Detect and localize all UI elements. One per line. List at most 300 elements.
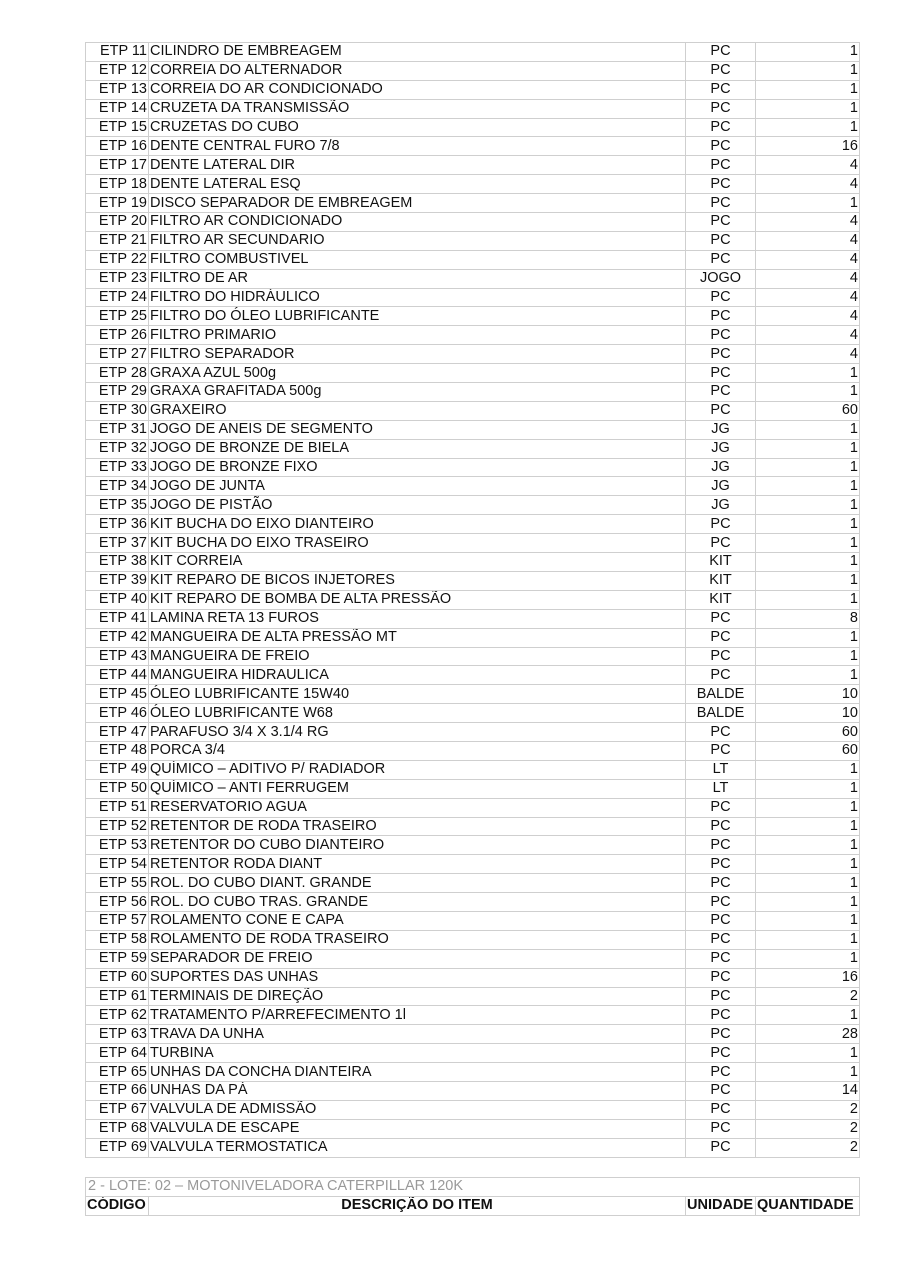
item-code: ETP 64	[86, 1044, 149, 1063]
item-description: KIT CORREIA	[149, 553, 686, 572]
table-row	[86, 477, 860, 496]
table-row	[86, 1081, 860, 1100]
item-code: ETP 37	[86, 534, 149, 553]
items-table-container	[85, 42, 859, 1158]
item-quantity: 4	[756, 269, 860, 288]
item-unit: LT	[686, 779, 756, 798]
item-quantity: 4	[756, 307, 860, 326]
item-code: ETP 50	[86, 779, 149, 798]
item-unit: KIT	[686, 553, 756, 572]
item-quantity: 1	[756, 1044, 860, 1063]
table-row	[86, 1119, 860, 1138]
item-unit: PC	[686, 930, 756, 949]
item-description: CRUZETA DA TRANSMISSÃO	[149, 99, 686, 118]
item-description: SEPARADOR DE FREIO	[149, 949, 686, 968]
item-quantity: 4	[756, 288, 860, 307]
item-code: ETP 11	[86, 43, 149, 62]
item-code: ETP 34	[86, 477, 149, 496]
item-description: UNHAS DA CONCHA DIANTEIRA	[149, 1063, 686, 1082]
item-description: RESERVATORIO AGUA	[149, 798, 686, 817]
table-row	[86, 156, 860, 175]
item-quantity: 1	[756, 458, 860, 477]
item-unit: JG	[686, 439, 756, 458]
item-unit: JG	[686, 496, 756, 515]
item-description: PARAFUSO 3/4 X 3.1/4 RG	[149, 723, 686, 742]
item-quantity: 1	[756, 553, 860, 572]
item-description: ROLAMENTO CONE E CAPA	[149, 911, 686, 930]
item-quantity: 1	[756, 194, 860, 213]
item-unit: PC	[686, 307, 756, 326]
item-quantity: 1	[756, 534, 860, 553]
item-description: GRAXA GRAFITADA 500g	[149, 383, 686, 402]
item-unit: PC	[686, 1006, 756, 1025]
table-row	[86, 571, 860, 590]
item-code: ETP 26	[86, 326, 149, 345]
item-description: JOGO DE PISTÃO	[149, 496, 686, 515]
item-unit: PC	[686, 855, 756, 874]
item-unit: PC	[686, 231, 756, 250]
item-unit: PC	[686, 836, 756, 855]
item-unit: PC	[686, 43, 756, 62]
item-quantity: 4	[756, 175, 860, 194]
item-description: GRAXEIRO	[149, 401, 686, 420]
item-quantity: 1	[756, 80, 860, 99]
item-unit: PC	[686, 80, 756, 99]
item-description: FILTRO DO HIDRÁULICO	[149, 288, 686, 307]
item-quantity: 1	[756, 628, 860, 647]
table-row	[86, 61, 860, 80]
item-quantity: 10	[756, 704, 860, 723]
table-row	[86, 1025, 860, 1044]
table-row	[86, 250, 860, 269]
table-row	[86, 987, 860, 1006]
item-description: PORCA 3/4	[149, 741, 686, 760]
item-code: ETP 59	[86, 949, 149, 968]
item-code: ETP 20	[86, 213, 149, 232]
item-quantity: 4	[756, 345, 860, 364]
table-row	[86, 1006, 860, 1025]
table-row	[86, 80, 860, 99]
item-unit: PC	[686, 949, 756, 968]
item-description: ÓLEO LUBRIFICANTE W68	[149, 704, 686, 723]
item-quantity: 4	[756, 156, 860, 175]
table-row	[86, 949, 860, 968]
item-code: ETP 43	[86, 647, 149, 666]
item-quantity: 1	[756, 571, 860, 590]
item-description: FILTRO PRIMARIO	[149, 326, 686, 345]
item-description: JOGO DE ANEIS DE SEGMENTO	[149, 420, 686, 439]
table-row	[86, 269, 860, 288]
item-code: ETP 25	[86, 307, 149, 326]
item-unit: PC	[686, 723, 756, 742]
item-unit: PC	[686, 288, 756, 307]
item-description: TERMINAIS DE DIREÇÃO	[149, 987, 686, 1006]
item-unit: PC	[686, 666, 756, 685]
table-row	[86, 666, 860, 685]
item-quantity: 1	[756, 855, 860, 874]
item-description: ÓLEO LUBRIFICANTE 15W40	[149, 685, 686, 704]
item-code: ETP 66	[86, 1081, 149, 1100]
table-row	[86, 628, 860, 647]
item-quantity: 10	[756, 685, 860, 704]
item-unit: PC	[686, 250, 756, 269]
column-header-row	[86, 1196, 860, 1215]
table-row	[86, 307, 860, 326]
item-code: ETP 24	[86, 288, 149, 307]
table-row	[86, 43, 860, 62]
item-unit: PC	[686, 628, 756, 647]
item-quantity: 1	[756, 760, 860, 779]
item-code: ETP 36	[86, 515, 149, 534]
item-quantity: 16	[756, 968, 860, 987]
item-quantity: 1	[756, 118, 860, 137]
table-row	[86, 401, 860, 420]
table-row	[86, 326, 860, 345]
lot-title-row	[86, 1178, 860, 1197]
table-row	[86, 836, 860, 855]
item-description: DENTE LATERAL ESQ	[149, 175, 686, 194]
table-row	[86, 1044, 860, 1063]
item-code: ETP 21	[86, 231, 149, 250]
item-description: CILINDRO DE EMBREAGEM	[149, 43, 686, 62]
item-quantity: 1	[756, 1063, 860, 1082]
item-unit: PC	[686, 647, 756, 666]
item-unit: JG	[686, 420, 756, 439]
items-table	[85, 42, 860, 1158]
item-code: ETP 45	[86, 685, 149, 704]
table-row	[86, 930, 860, 949]
table-row	[86, 855, 860, 874]
item-unit: PC	[686, 798, 756, 817]
item-code: ETP 19	[86, 194, 149, 213]
item-description: MANGUEIRA DE ALTA PRESSÃO MT	[149, 628, 686, 647]
item-description: DISCO SEPARADOR DE EMBREAGEM	[149, 194, 686, 213]
item-quantity: 4	[756, 213, 860, 232]
item-code: ETP 29	[86, 383, 149, 402]
item-unit: PC	[686, 118, 756, 137]
item-description: RETENTOR DO CUBO DIANTEIRO	[149, 836, 686, 855]
item-unit: PC	[686, 987, 756, 1006]
item-description: ROL. DO CUBO DIANT. GRANDE	[149, 874, 686, 893]
table-row	[86, 817, 860, 836]
item-unit: PC	[686, 401, 756, 420]
item-unit: PC	[686, 137, 756, 156]
item-description: ROLAMENTO DE RODA TRASEIRO	[149, 930, 686, 949]
item-code: ETP 65	[86, 1063, 149, 1082]
item-code: ETP 49	[86, 760, 149, 779]
item-description: CORREIA DO ALTERNADOR	[149, 61, 686, 80]
table-row	[86, 458, 860, 477]
item-code: ETP 41	[86, 609, 149, 628]
table-row	[86, 515, 860, 534]
table-row	[86, 288, 860, 307]
item-code: ETP 58	[86, 930, 149, 949]
table-row	[86, 1063, 860, 1082]
item-description: FILTRO COMBUSTIVEL	[149, 250, 686, 269]
table-row	[86, 534, 860, 553]
item-quantity: 14	[756, 1081, 860, 1100]
item-description: QUÍMICO – ADITIVO P/ RADIADOR	[149, 760, 686, 779]
table-row	[86, 118, 860, 137]
table-row	[86, 590, 860, 609]
item-description: VALVULA DE ESCAPE	[149, 1119, 686, 1138]
table-row	[86, 685, 860, 704]
item-description: QUÍMICO – ANTI FERRUGEM	[149, 779, 686, 798]
item-unit: JG	[686, 458, 756, 477]
item-quantity: 1	[756, 647, 860, 666]
item-code: ETP 44	[86, 666, 149, 685]
item-code: ETP 63	[86, 1025, 149, 1044]
item-description: JOGO DE BRONZE DE BIELA	[149, 439, 686, 458]
item-code: ETP 38	[86, 553, 149, 572]
item-code: ETP 16	[86, 137, 149, 156]
header-unit: UNIDADE	[686, 1196, 756, 1215]
item-code: ETP 51	[86, 798, 149, 817]
table-row	[86, 723, 860, 742]
item-quantity: 60	[756, 741, 860, 760]
item-description: TRAVA DA UNHA	[149, 1025, 686, 1044]
item-quantity: 8	[756, 609, 860, 628]
item-code: ETP 14	[86, 99, 149, 118]
item-description: MANGUEIRA HIDRAULICA	[149, 666, 686, 685]
item-quantity: 1	[756, 666, 860, 685]
item-unit: PC	[686, 383, 756, 402]
item-quantity: 60	[756, 723, 860, 742]
item-quantity: 2	[756, 1138, 860, 1157]
item-code: ETP 17	[86, 156, 149, 175]
table-row	[86, 760, 860, 779]
item-unit: PC	[686, 175, 756, 194]
table-row	[86, 893, 860, 912]
item-unit: PC	[686, 741, 756, 760]
table-row	[86, 175, 860, 194]
item-description: JOGO DE BRONZE FIXO	[149, 458, 686, 477]
item-code: ETP 39	[86, 571, 149, 590]
item-quantity: 2	[756, 1100, 860, 1119]
item-description: CRUZETAS DO CUBO	[149, 118, 686, 137]
item-description: KIT REPARO DE BICOS INJETORES	[149, 571, 686, 590]
item-code: ETP 54	[86, 855, 149, 874]
table-row	[86, 364, 860, 383]
item-description: KIT REPARO DE BOMBA DE ALTA PRESSÃO	[149, 590, 686, 609]
item-quantity: 1	[756, 496, 860, 515]
item-description: GRAXA AZUL 500g	[149, 364, 686, 383]
item-description: UNHAS DA PÁ	[149, 1081, 686, 1100]
item-code: ETP 57	[86, 911, 149, 930]
table-row	[86, 99, 860, 118]
item-unit: PC	[686, 534, 756, 553]
table-row	[86, 420, 860, 439]
item-quantity: 16	[756, 137, 860, 156]
item-unit: PC	[686, 1119, 756, 1138]
item-code: ETP 31	[86, 420, 149, 439]
item-unit: PC	[686, 609, 756, 628]
item-unit: JG	[686, 477, 756, 496]
item-unit: PC	[686, 893, 756, 912]
items-table-body	[86, 43, 860, 1158]
item-code: ETP 62	[86, 1006, 149, 1025]
item-unit: PC	[686, 911, 756, 930]
item-code: ETP 27	[86, 345, 149, 364]
item-quantity: 1	[756, 798, 860, 817]
item-code: ETP 13	[86, 80, 149, 99]
item-unit: KIT	[686, 590, 756, 609]
header-quantity: QUANTIDADE	[756, 1196, 860, 1215]
item-quantity: 1	[756, 477, 860, 496]
item-unit: BALDE	[686, 704, 756, 723]
item-quantity: 60	[756, 401, 860, 420]
table-row	[86, 496, 860, 515]
item-quantity: 1	[756, 61, 860, 80]
item-code: ETP 28	[86, 364, 149, 383]
item-unit: PC	[686, 1081, 756, 1100]
item-quantity: 1	[756, 383, 860, 402]
item-quantity: 4	[756, 250, 860, 269]
item-code: ETP 53	[86, 836, 149, 855]
item-quantity: 1	[756, 949, 860, 968]
item-unit: PC	[686, 99, 756, 118]
item-quantity: 1	[756, 817, 860, 836]
item-quantity: 1	[756, 43, 860, 62]
table-row	[86, 231, 860, 250]
item-description: RETENTOR RODA DIANT	[149, 855, 686, 874]
item-unit: PC	[686, 968, 756, 987]
item-unit: PC	[686, 1025, 756, 1044]
item-quantity: 1	[756, 364, 860, 383]
item-quantity: 1	[756, 930, 860, 949]
item-quantity: 1	[756, 515, 860, 534]
item-quantity: 1	[756, 874, 860, 893]
item-unit: BALDE	[686, 685, 756, 704]
item-quantity: 2	[756, 987, 860, 1006]
item-description: MANGUEIRA DE FREIO	[149, 647, 686, 666]
table-row	[86, 704, 860, 723]
item-unit: PC	[686, 1063, 756, 1082]
item-unit: PC	[686, 194, 756, 213]
item-description: FILTRO DE AR	[149, 269, 686, 288]
item-unit: PC	[686, 213, 756, 232]
item-unit: PC	[686, 874, 756, 893]
item-quantity: 1	[756, 99, 860, 118]
lot-header-table	[85, 1177, 860, 1216]
item-quantity: 1	[756, 439, 860, 458]
table-row	[86, 137, 860, 156]
item-unit: PC	[686, 1138, 756, 1157]
header-description: DESCRIÇÃO DO ITEM	[149, 1196, 686, 1215]
item-description: VALVULA DE ADMISSÃO	[149, 1100, 686, 1119]
item-code: ETP 47	[86, 723, 149, 742]
item-quantity: 4	[756, 326, 860, 345]
table-row	[86, 647, 860, 666]
item-code: ETP 23	[86, 269, 149, 288]
item-unit: PC	[686, 1100, 756, 1119]
table-row	[86, 194, 860, 213]
lot-title: 2 - LOTE: 02 – MOTONIVELADORA CATERPILLAR 120K	[86, 1178, 860, 1197]
item-code: ETP 35	[86, 496, 149, 515]
item-description: FILTRO AR SECUNDARIO	[149, 231, 686, 250]
item-quantity: 4	[756, 231, 860, 250]
item-description: RETENTOR DE RODA TRASEIRO	[149, 817, 686, 836]
item-code: ETP 60	[86, 968, 149, 987]
table-row	[86, 383, 860, 402]
table-row	[86, 779, 860, 798]
item-unit: PC	[686, 515, 756, 534]
item-description: FILTRO SEPARADOR	[149, 345, 686, 364]
item-description: ROL. DO CUBO TRAS. GRANDE	[149, 893, 686, 912]
item-quantity: 1	[756, 1006, 860, 1025]
header-code: CÓDIGO	[86, 1196, 149, 1215]
item-quantity: 1	[756, 590, 860, 609]
lot-section	[85, 1177, 859, 1216]
item-code: ETP 55	[86, 874, 149, 893]
item-unit: JOGO	[686, 269, 756, 288]
item-code: ETP 12	[86, 61, 149, 80]
item-quantity: 1	[756, 779, 860, 798]
item-code: ETP 61	[86, 987, 149, 1006]
item-code: ETP 32	[86, 439, 149, 458]
item-description: TURBINA	[149, 1044, 686, 1063]
item-unit: LT	[686, 760, 756, 779]
item-code: ETP 56	[86, 893, 149, 912]
item-description: FILTRO DO ÓLEO LUBRIFICANTE	[149, 307, 686, 326]
item-code: ETP 48	[86, 741, 149, 760]
table-row	[86, 874, 860, 893]
item-unit: PC	[686, 817, 756, 836]
table-row	[86, 1100, 860, 1119]
item-unit: PC	[686, 1044, 756, 1063]
item-unit: PC	[686, 345, 756, 364]
item-description: CORREIA DO AR CONDICIONADO	[149, 80, 686, 99]
item-quantity: 28	[756, 1025, 860, 1044]
item-code: ETP 42	[86, 628, 149, 647]
item-unit: KIT	[686, 571, 756, 590]
item-quantity: 1	[756, 893, 860, 912]
item-quantity: 1	[756, 420, 860, 439]
item-quantity: 2	[756, 1119, 860, 1138]
item-quantity: 1	[756, 911, 860, 930]
item-code: ETP 68	[86, 1119, 149, 1138]
item-description: DENTE CENTRAL FURO 7/8	[149, 137, 686, 156]
table-row	[86, 911, 860, 930]
item-code: ETP 18	[86, 175, 149, 194]
item-code: ETP 33	[86, 458, 149, 477]
item-unit: PC	[686, 326, 756, 345]
item-description: TRATAMENTO P/ARREFECIMENTO 1l	[149, 1006, 686, 1025]
table-row	[86, 345, 860, 364]
table-row	[86, 609, 860, 628]
item-code: ETP 69	[86, 1138, 149, 1157]
item-description: KIT BUCHA DO EIXO DIANTEIRO	[149, 515, 686, 534]
table-row	[86, 798, 860, 817]
item-code: ETP 30	[86, 401, 149, 420]
item-unit: PC	[686, 156, 756, 175]
item-description: LAMINA RETA 13 FUROS	[149, 609, 686, 628]
item-code: ETP 52	[86, 817, 149, 836]
item-code: ETP 22	[86, 250, 149, 269]
item-description: SUPORTES DAS UNHAS	[149, 968, 686, 987]
table-row	[86, 1138, 860, 1157]
table-row	[86, 741, 860, 760]
table-row	[86, 439, 860, 458]
table-row	[86, 213, 860, 232]
item-unit: PC	[686, 61, 756, 80]
item-description: JOGO DE JUNTA	[149, 477, 686, 496]
item-code: ETP 15	[86, 118, 149, 137]
item-description: FILTRO AR CONDICIONADO	[149, 213, 686, 232]
item-description: VALVULA TERMOSTATICA	[149, 1138, 686, 1157]
item-unit: PC	[686, 364, 756, 383]
table-row	[86, 553, 860, 572]
